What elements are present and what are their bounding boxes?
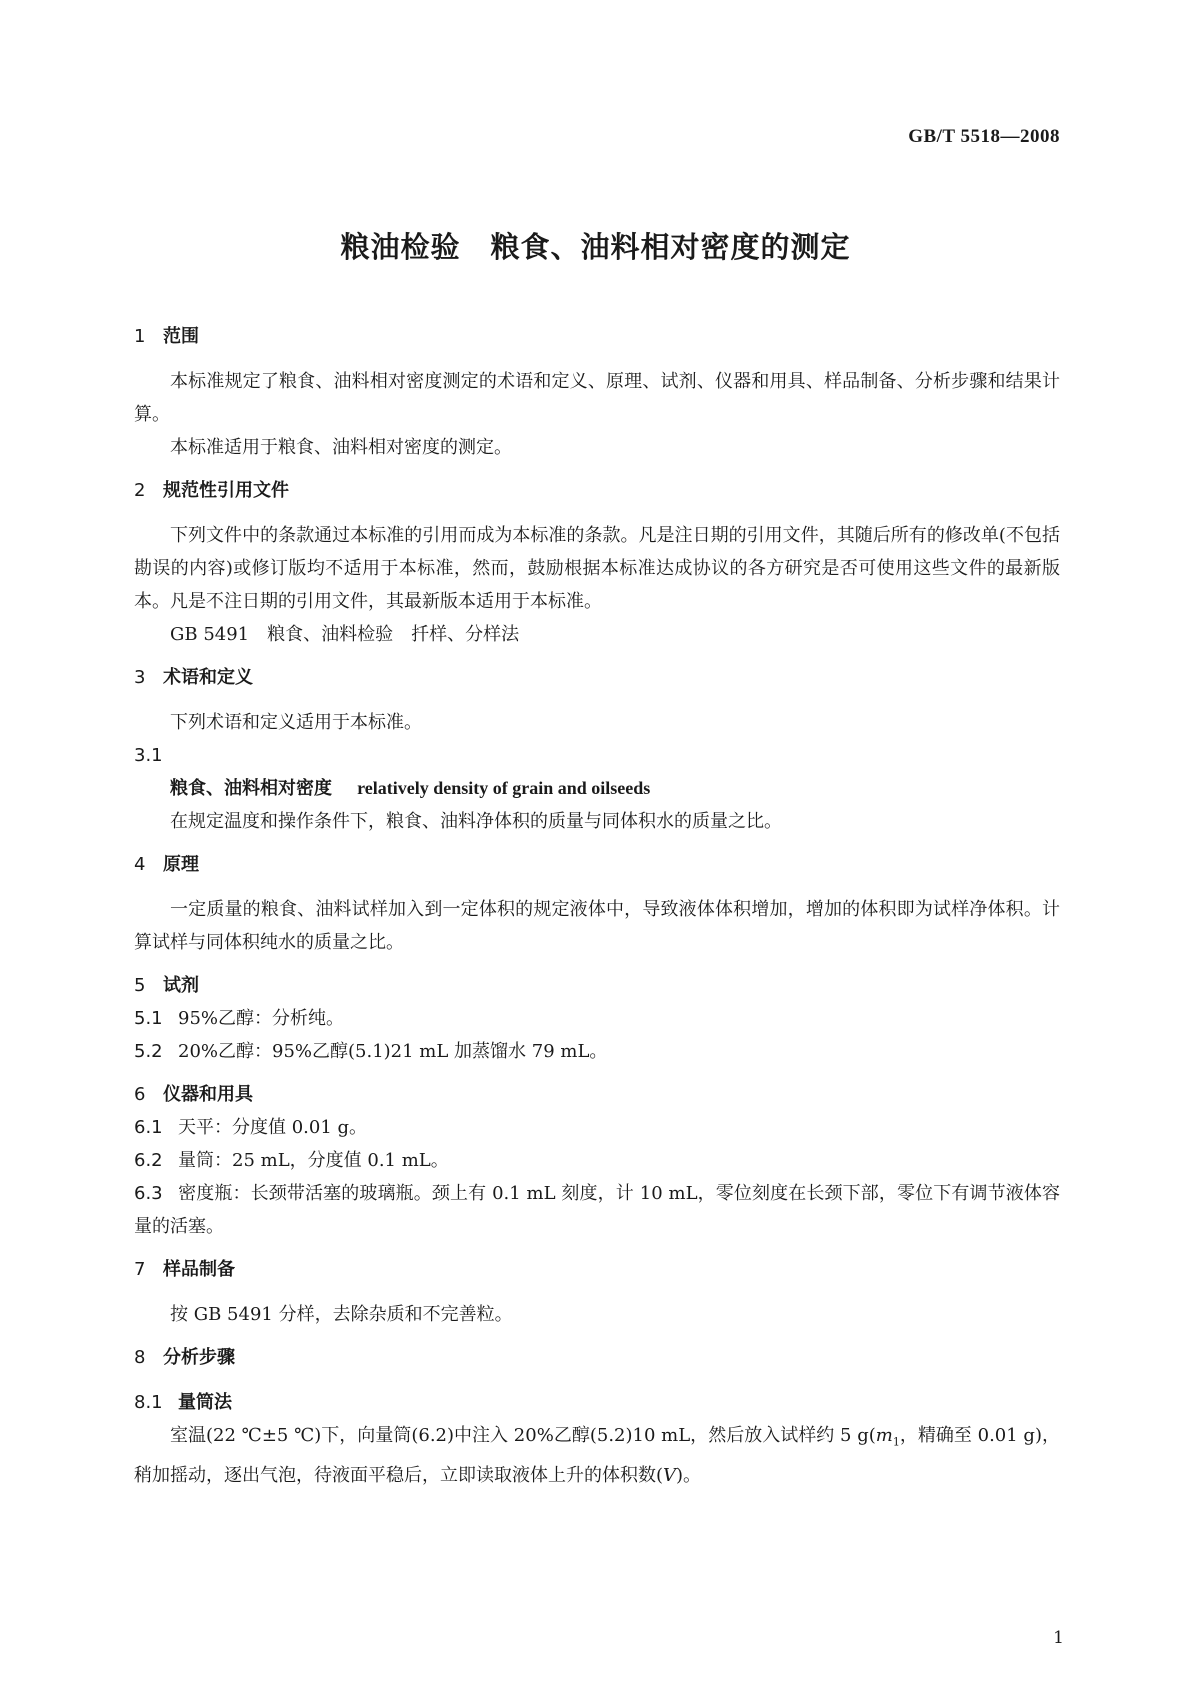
section-number: 4 bbox=[134, 854, 146, 875]
section-number: 2 bbox=[134, 480, 146, 501]
clause-text: 密度瓶：长颈带活塞的玻璃瓶。颈上有 0.1 mL 刻度，计 10 mL，零位刻度在长颈下部，零位下有调节液体容量的活塞。 bbox=[134, 1183, 1060, 1237]
term-entry bbox=[134, 772, 1060, 805]
paragraph: 下列文件中的条款通过本标准的引用而成为本标准的条款。凡是注日期的引用文件，其随后所有的修改单(不包括勘误的内容)或修订版均不适用于本标准，然而，鼓励根据本标准达成协议的各方研究是否可使用这些文件的最新版本。凡是不注日期的引用文件，其最新版本适用于本标准。 bbox=[134, 525, 1060, 612]
clause-item bbox=[134, 1177, 1060, 1243]
procedure-text: ，精确至 0.01 g)，稍加摇动，逐出气泡，待液面平稳后，立即读取液体上升的体积数( bbox=[134, 1425, 1060, 1486]
section-heading-principle bbox=[134, 848, 1060, 881]
clause-text: 天平：分度值 0.01 g。 bbox=[178, 1117, 368, 1138]
subsection-number: 8.1 bbox=[134, 1392, 163, 1413]
section-title: 原理 bbox=[163, 854, 199, 875]
paragraph: 下列术语和定义适用于本标准。 bbox=[170, 712, 422, 733]
paragraph bbox=[134, 1419, 1060, 1492]
section-title: 仪器和用具 bbox=[163, 1084, 253, 1105]
section-number: 8 bbox=[134, 1347, 146, 1368]
page-number: 1 bbox=[1053, 1628, 1064, 1648]
clause-number: 6.2 bbox=[134, 1150, 163, 1171]
procedure-text: 室温(22 ℃±5 ℃)下，向量筒(6.2)中注入 20%乙醇(5.2)10 mL，然后放入试样约 5 g( bbox=[170, 1425, 876, 1446]
section-heading-terms bbox=[134, 661, 1060, 694]
section-title: 分析步骤 bbox=[163, 1347, 235, 1368]
subsection-title: 量筒法 bbox=[178, 1392, 232, 1413]
clause-number: 5.2 bbox=[134, 1041, 163, 1062]
clause-item bbox=[134, 1111, 1060, 1144]
term-number: 3.1 bbox=[134, 745, 163, 766]
term-chinese: 粮食、油料相对密度 bbox=[170, 778, 332, 799]
section-number: 6 bbox=[134, 1084, 146, 1105]
clause-text: 量筒：25 mL，分度值 0.1 mL。 bbox=[178, 1150, 449, 1171]
clause-item bbox=[134, 1035, 1060, 1068]
clause-text: 20%乙醇：95%乙醇(5.1)21 mL 加蒸馏水 79 mL。 bbox=[178, 1041, 608, 1062]
paragraph: 本标准适用于粮食、油料相对密度的测定。 bbox=[170, 437, 512, 458]
section-title: 范围 bbox=[163, 326, 199, 347]
volume-variable: V bbox=[663, 1464, 677, 1486]
section-heading-apparatus bbox=[134, 1078, 1060, 1111]
section-title: 规范性引用文件 bbox=[163, 480, 289, 501]
term-definition: 在规定温度和操作条件下，粮食、油料净体积的质量与同体积水的质量之比。 bbox=[170, 811, 782, 832]
section-heading-procedure bbox=[134, 1341, 1060, 1374]
section-heading-normative-references bbox=[134, 474, 1060, 507]
clause-item bbox=[134, 1144, 1060, 1177]
section-title: 术语和定义 bbox=[163, 667, 253, 688]
clause-number: 5.1 bbox=[134, 1008, 163, 1029]
procedure-text: )。 bbox=[676, 1464, 702, 1486]
mass-variable: m bbox=[875, 1425, 893, 1446]
section-number: 1 bbox=[134, 326, 146, 347]
section-title: 样品制备 bbox=[163, 1259, 235, 1280]
section-heading-scope bbox=[134, 320, 1060, 353]
section-number: 7 bbox=[134, 1259, 146, 1280]
reference-entry: GB 5491 粮食、油料检验 扦样、分样法 bbox=[170, 624, 520, 645]
paragraph: 一定质量的粮食、油料试样加入到一定体积的规定液体中，导致液体体积增加，增加的体积即为试样净体积。计算试样与同体积纯水的质量之比。 bbox=[134, 899, 1060, 953]
clause-text: 95%乙醇：分析纯。 bbox=[178, 1008, 345, 1029]
standard-code: GB/T 5518—2008 bbox=[908, 126, 1060, 147]
section-heading-reagents bbox=[134, 969, 1060, 1002]
section-title: 试剂 bbox=[163, 975, 199, 996]
clause-number: 6.3 bbox=[134, 1183, 163, 1204]
paragraph: 本标准规定了粮食、油料相对密度测定的术语和定义、原理、试剂、仪器和用具、样品制备、分析步骤和结果计算。 bbox=[134, 371, 1060, 425]
document-body bbox=[134, 320, 1060, 1492]
section-heading-sample-preparation bbox=[134, 1253, 1060, 1286]
document-title: 粮油检验 粮食、油料相对密度的测定 bbox=[340, 230, 851, 264]
term-english: relatively density of grain and oilseeds bbox=[357, 778, 651, 798]
clause-number: 6.1 bbox=[134, 1117, 163, 1138]
mass-subscript: 1 bbox=[892, 1435, 900, 1449]
section-number: 5 bbox=[134, 975, 146, 996]
subsection-heading-graduated-cylinder bbox=[134, 1386, 1060, 1419]
section-number: 3 bbox=[134, 667, 146, 688]
paragraph: 按 GB 5491 分样，去除杂质和不完善粒。 bbox=[170, 1304, 513, 1325]
clause-item bbox=[134, 1002, 1060, 1035]
